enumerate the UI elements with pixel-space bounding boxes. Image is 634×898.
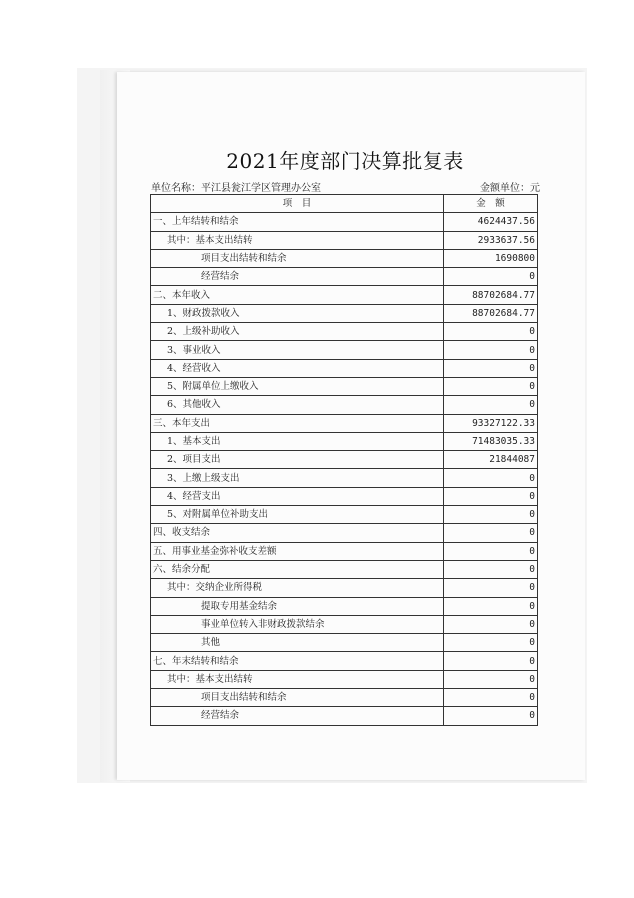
- row-amount: 71483035.33: [444, 432, 538, 450]
- row-amount: 88702684.77: [444, 286, 538, 304]
- unit-name: 单位名称：平江县瓮江学区管理办公室: [151, 183, 321, 194]
- row-amount: 0: [444, 268, 538, 286]
- table-row: [151, 359, 538, 377]
- table-row: [151, 670, 538, 688]
- row-amount: 0: [444, 323, 538, 341]
- row-amount: 0: [444, 524, 538, 542]
- row-label: 1、基本支出: [151, 432, 444, 450]
- row-label: 四、收支结余: [151, 524, 444, 542]
- row-label: 4、经营收入: [151, 359, 444, 377]
- table-row: [151, 396, 538, 414]
- row-label: 其中：基本支出结转: [151, 670, 444, 688]
- row-label: 二、本年收入: [151, 286, 444, 304]
- row-label: 2、上级补助收入: [151, 323, 444, 341]
- table-row: [151, 506, 538, 524]
- row-amount: 0: [444, 377, 538, 395]
- row-label: 6、其他收入: [151, 396, 444, 414]
- row-label: 3、上缴上级支出: [151, 469, 444, 487]
- row-amount: 0: [444, 487, 538, 505]
- table-row: [151, 597, 538, 615]
- table-row: [151, 615, 538, 633]
- row-label: 5、附属单位上缴收入: [151, 377, 444, 395]
- column-header-amount: 金 额: [444, 195, 538, 213]
- table-row: [151, 213, 538, 231]
- row-label: 事业单位转入非财政拨款结余: [151, 615, 444, 633]
- row-label: 其中：交纳企业所得税: [151, 579, 444, 597]
- row-amount: 0: [444, 689, 538, 707]
- row-label: 其中：基本支出结转: [151, 231, 444, 249]
- row-amount: 0: [444, 652, 538, 670]
- document-title: 2021年度部门决算批复表: [226, 149, 464, 173]
- table-row: [151, 560, 538, 578]
- row-amount: 1690800: [444, 249, 538, 267]
- row-amount: 93327122.33: [444, 414, 538, 432]
- table-header-row: [151, 195, 538, 213]
- table-row: [151, 689, 538, 707]
- row-label: 4、经营支出: [151, 487, 444, 505]
- row-amount: 21844087: [444, 451, 538, 469]
- row-label: 项目支出结转和结余: [151, 249, 444, 267]
- table-row: [151, 524, 538, 542]
- row-amount: 0: [444, 341, 538, 359]
- report-table: [150, 194, 538, 726]
- row-label: 项目支出结转和结余: [151, 689, 444, 707]
- table-row: [151, 304, 538, 322]
- table-row: [151, 341, 538, 359]
- row-amount: 0: [444, 359, 538, 377]
- row-amount: 0: [444, 670, 538, 688]
- row-amount: 0: [444, 597, 538, 615]
- row-label: 经营结余: [151, 707, 444, 725]
- row-label: 一、上年结转和结余: [151, 213, 444, 231]
- row-amount: 0: [444, 469, 538, 487]
- row-label: 五、用事业基金弥补收支差额: [151, 542, 444, 560]
- row-label: 3、事业收入: [151, 341, 444, 359]
- table-row: [151, 432, 538, 450]
- table-row: [151, 377, 538, 395]
- row-amount: 0: [444, 615, 538, 633]
- table-row: [151, 652, 538, 670]
- row-amount: 4624437.56: [444, 213, 538, 231]
- row-label: 经营结余: [151, 268, 444, 286]
- table-row: [151, 231, 538, 249]
- row-label: 三、本年支出: [151, 414, 444, 432]
- currency-unit: 金额单位：元: [480, 183, 540, 194]
- table-row: [151, 487, 538, 505]
- table-row: [151, 469, 538, 487]
- column-header-item: 项 目: [151, 195, 444, 213]
- row-label: 5、对附属单位补助支出: [151, 506, 444, 524]
- row-label: 提取专用基金结余: [151, 597, 444, 615]
- row-amount: 0: [444, 707, 538, 725]
- row-amount: 0: [444, 396, 538, 414]
- row-label: 七、年末结转和结余: [151, 652, 444, 670]
- table-row: [151, 414, 538, 432]
- row-amount: 2933637.56: [444, 231, 538, 249]
- row-label: 1、财政拨款收入: [151, 304, 444, 322]
- table-row: [151, 542, 538, 560]
- row-amount: 0: [444, 506, 538, 524]
- table-row: [151, 268, 538, 286]
- table-row: [151, 634, 538, 652]
- row-amount: 0: [444, 542, 538, 560]
- row-amount: 88702684.77: [444, 304, 538, 322]
- row-amount: 0: [444, 579, 538, 597]
- table-row: [151, 323, 538, 341]
- row-label: 2、项目支出: [151, 451, 444, 469]
- row-label: 六、结余分配: [151, 560, 444, 578]
- table-row: [151, 249, 538, 267]
- row-label: 其他: [151, 634, 444, 652]
- table-row: [151, 286, 538, 304]
- row-amount: 0: [444, 560, 538, 578]
- table-row: [151, 451, 538, 469]
- table-row: [151, 579, 538, 597]
- row-amount: 0: [444, 634, 538, 652]
- table-row: [151, 707, 538, 725]
